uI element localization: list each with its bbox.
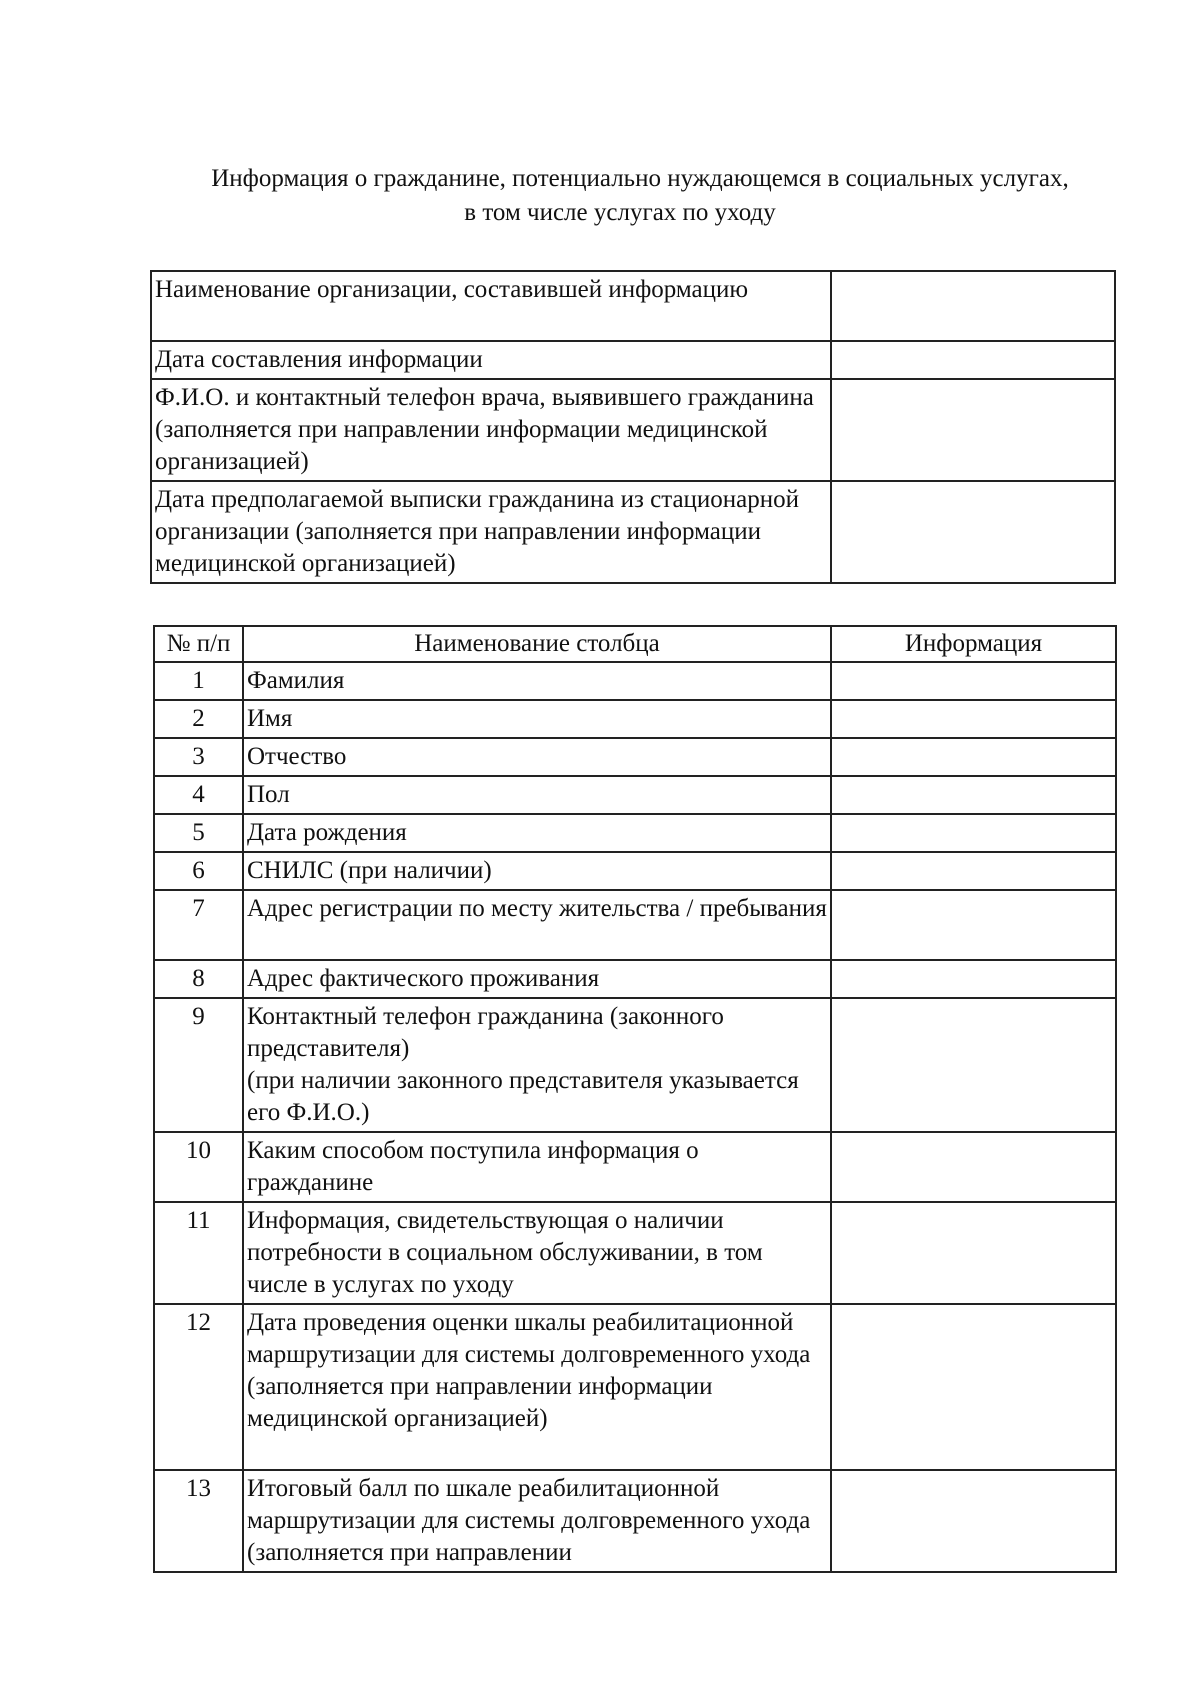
table-row — [151, 379, 1115, 481]
table-row — [154, 814, 1116, 852]
row-number: 7 — [154, 890, 243, 960]
row-number: 6 — [154, 852, 243, 890]
table-row — [154, 890, 1116, 960]
citizen-info-table — [153, 625, 1117, 1573]
row-name: Пол — [243, 776, 831, 814]
row-name — [243, 998, 831, 1132]
info-value-cell[interactable] — [831, 271, 1115, 341]
organization-info-table — [150, 270, 1116, 584]
table-row — [154, 700, 1116, 738]
row-name: Итоговый балл по шкале реабилитационной маршрутизации для системы долговременного ухода (заполняется при направлении — [243, 1470, 831, 1572]
info-label: Дата составления информации — [151, 341, 831, 379]
table-row — [154, 738, 1116, 776]
table-row — [151, 271, 1115, 341]
row-info-cell[interactable] — [831, 814, 1116, 852]
row-number: 12 — [154, 1304, 243, 1470]
row-info-cell[interactable] — [831, 1470, 1116, 1572]
table-row — [154, 998, 1116, 1132]
table-row — [154, 852, 1116, 890]
title-line-2: в том числе услугах по уходу — [464, 199, 776, 226]
info-value-cell[interactable] — [831, 379, 1115, 481]
row-number: 9 — [154, 998, 243, 1132]
row-info-cell[interactable] — [831, 998, 1116, 1132]
table-row — [154, 1470, 1116, 1572]
row-name: Каким способом поступила информация о гражданине — [243, 1132, 831, 1202]
table-row — [154, 960, 1116, 998]
row-info-cell[interactable] — [831, 1304, 1116, 1470]
table-header-row — [154, 626, 1116, 662]
row-name: Информация, свидетельствующая о наличии потребности в социальном обслуживании, в том числе в услугах по уходу — [243, 1202, 831, 1304]
header-column-name: Наименование столбца — [243, 626, 831, 662]
row-info-cell[interactable] — [831, 1202, 1116, 1304]
row-name-note: (при наличии законного представителя указывается его Ф.И.О.) — [247, 1067, 799, 1126]
row-info-cell[interactable] — [831, 776, 1116, 814]
row-number: 2 — [154, 700, 243, 738]
header-information: Информация — [831, 626, 1116, 662]
table-row — [154, 1304, 1116, 1470]
row-name: Адрес регистрации по месту жительства / пребывания — [243, 890, 831, 960]
info-value-cell[interactable] — [831, 341, 1115, 379]
row-name: Дата рождения — [243, 814, 831, 852]
info-value-cell[interactable] — [831, 481, 1115, 583]
info-label: Дата предполагаемой выписки гражданина из стационарной организации (заполняется при направлении информации медицинской организацией) — [151, 481, 831, 583]
row-name: СНИЛС (при наличии) — [243, 852, 831, 890]
row-number: 11 — [154, 1202, 243, 1304]
row-name: Адрес фактического проживания — [243, 960, 831, 998]
row-name-line: Контактный телефон гражданина (законного представителя) — [247, 1003, 724, 1062]
info-label: Ф.И.О. и контактный телефон врача, выявившего гражданина (заполняется при направлении информации медицинской организацией) — [151, 379, 831, 481]
table-row — [154, 662, 1116, 700]
row-name: Фамилия — [243, 662, 831, 700]
row-info-cell[interactable] — [831, 738, 1116, 776]
row-number: 4 — [154, 776, 243, 814]
header-number: № п/п — [154, 626, 243, 662]
row-number: 1 — [154, 662, 243, 700]
row-number: 5 — [154, 814, 243, 852]
row-info-cell[interactable] — [831, 700, 1116, 738]
page-title — [140, 162, 1140, 230]
row-name: Отчество — [243, 738, 831, 776]
row-info-cell[interactable] — [831, 852, 1116, 890]
row-info-cell[interactable] — [831, 662, 1116, 700]
info-label: Наименование организации, составившей информацию — [151, 271, 831, 341]
row-info-cell[interactable] — [831, 960, 1116, 998]
table-row — [154, 1132, 1116, 1202]
row-number: 10 — [154, 1132, 243, 1202]
table-row — [154, 776, 1116, 814]
table-row — [151, 341, 1115, 379]
row-number: 3 — [154, 738, 243, 776]
row-info-cell[interactable] — [831, 890, 1116, 960]
table-row — [154, 1202, 1116, 1304]
row-info-cell[interactable] — [831, 1132, 1116, 1202]
row-name: Имя — [243, 700, 831, 738]
title-line-1: Информация о гражданине, потенциально нуждающемся в социальных услугах, — [211, 165, 1069, 192]
row-number: 13 — [154, 1470, 243, 1572]
row-name: Дата проведения оценки шкалы реабилитационной маршрутизации для системы долговременного ухода (заполняется при направлении информации медицинской организацией) — [243, 1304, 831, 1470]
table-row — [151, 481, 1115, 583]
row-number: 8 — [154, 960, 243, 998]
